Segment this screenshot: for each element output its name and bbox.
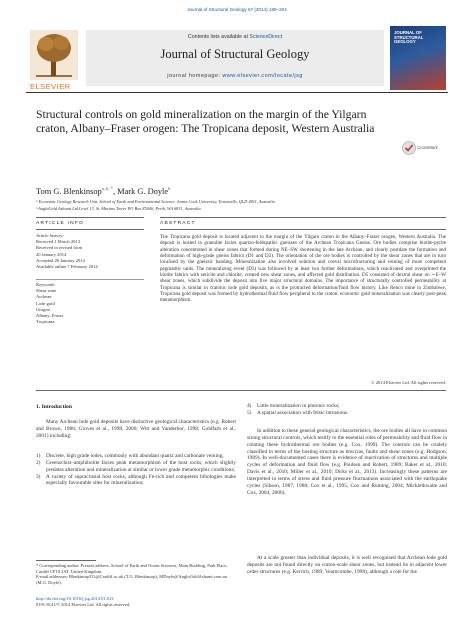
- list-number: 1): [36, 453, 41, 459]
- keyword: Archean: [36, 294, 52, 300]
- article-history: [36, 233, 144, 270]
- affiliation: ᵇ AngloGold Ashanti Ltd Level 13, St. Martins Tower PO Box Z5046, Perth, WA 6831, Australia: [36, 206, 201, 211]
- keywords-title: Keywords:: [36, 282, 56, 287]
- elsevier-tree-logo: [30, 30, 78, 80]
- divider: [160, 217, 446, 218]
- keyword: Orogen: [36, 306, 50, 312]
- author-affiliation-marker[interactable]: a, b, *: [101, 186, 113, 191]
- history-line: Available online 7 February 2014: [36, 264, 98, 270]
- divider: [160, 229, 446, 230]
- sciencedirect-link[interactable]: ScienceDirect: [249, 34, 283, 40]
- list-text: Greenschist–amphibolite facies peak metamorphism of the host rocks, which slightly predates alteration and mineralization at similar or lower grade metamorphic conditions;: [46, 459, 236, 473]
- footnote-divider: [36, 560, 96, 561]
- keyword: Shear zone: [36, 288, 57, 294]
- list-item: [247, 410, 447, 417]
- divider: [36, 217, 144, 218]
- contents-prefix: Contents lists available at: [187, 34, 250, 40]
- author-separator: ,: [112, 186, 118, 196]
- contents-line: [86, 34, 384, 40]
- divider: [36, 229, 144, 230]
- list-item: [36, 460, 236, 474]
- list-number: 5): [247, 409, 252, 416]
- publisher-name: ELSEVIER: [30, 82, 71, 91]
- article-info-heading: ARTICLE INFO: [36, 221, 85, 226]
- keyword: Lode gold: [36, 300, 55, 306]
- crossmark-label: CrossMark: [417, 145, 438, 150]
- abstract-heading: ABSTRACT: [160, 221, 196, 226]
- history-line: Received 1 March 2013: [36, 239, 81, 245]
- list-text: A variety of supracrustal host rocks, although Fe-rich and competent lithologies make especially favourable sites for mineralization;: [46, 473, 236, 487]
- author-list: [36, 186, 436, 196]
- journal-title: Journal of Structural Geology: [160, 47, 310, 61]
- divider: [36, 390, 446, 391]
- author-affiliation-marker[interactable]: b: [168, 186, 171, 191]
- author-name: Tom G. Blenkinsop: [36, 186, 102, 196]
- doi-block: [36, 596, 236, 608]
- keywords: [36, 282, 144, 325]
- issn-line: 0191-8141/© 2014 Elsevier Ltd. All rights reserved.: [36, 601, 131, 607]
- cover-title: JOURNAL OF STRUCTURAL GEOLOGY: [394, 30, 424, 45]
- list-text: Discrete, high grade lodes, commonly with abundant quartz and carbonate veining;: [46, 453, 224, 459]
- list-item: [247, 403, 447, 410]
- affiliation: ᵃ Economic Geology Research Unit, School of Earth and Environmental Science, James Cook University, Townsville, QLD 4811, Australia: [36, 199, 275, 204]
- keyword: Albany–Fraser: [36, 313, 64, 319]
- history-line: 20 January 2014: [36, 251, 67, 257]
- list-number: 3): [36, 473, 41, 480]
- list-number: 2): [36, 459, 41, 466]
- body-paragraph: In addition to these general geological characteristics, the ore bodies all have in common strong structural controls, which testify to the essential roles of permeability and fluid flow in creating these hydrothermal ore bodies (e.g. Cox, 1999). The controls can be crudely classified in terms of the hosting structure as breccias, faults and shear zones (e.g. Hodgson, 1989). In well-documented cases there is evidence of reactivation of structures and multiple cycles of deformation and fluid flow (e.g. Poulsen and Robert, 1989; Baker et al., 2010; Davis et al., 2010; Miller et al., 2010; Dirks et al., 2013). Increasingly these patterns are interpreted in terms of stress and fluid pressure fluctuations associated with the earthquake cycles (Sibson, 1987, 1988; Cox et al., 1995; Cox and Ruming, 2004; Micklethwaite and Cox, 2004, 2006).: [247, 428, 447, 496]
- list-text: Little mineralization in plutonic rocks;: [257, 403, 340, 409]
- body-paragraph: At a scale greater than individual deposits, it is well recognised that Archean lode gold deposits are not found directly on craton-scale shear zones, but instead lie in adjacent lower order structures (e.g. Kerrich, 1989; Vearncombe, 1998), although a role for the: [247, 555, 447, 575]
- homepage-prefix: journal homepage:: [167, 73, 223, 79]
- abstract-copyright: © 2014 Elsevier Ltd. All rights reserved.: [371, 380, 446, 385]
- article-title: Structural controls on gold mineralization on the margin of the Yilgarn craton, Albany–Fraser orogen: The Tropicana deposit, Western Australia: [36, 108, 375, 135]
- list-text: A spatial association with felsic intrusions.: [257, 409, 349, 416]
- keyword: Tropicana: [36, 319, 55, 325]
- author-name: Mark G. Doyle: [117, 186, 169, 196]
- list-item: [36, 474, 236, 488]
- abstract-text: The Tropicana gold deposit is located adjacent to the margin of the Yilgarn craton in the Albany–Fraser orogen, Western Australia. The deposit is hosted in granulite facies quartzo-feldspathic gneisses of the Archean Tropicana Gneiss. Ore bodies comprise biotite-pyrite alteration concentrated in shear zones that formed during NE–SW shortening in the late Archean, and clearly postdate the formation and deformation of high-grade gneiss fabrics (D1 and D2). The orientation of the ore bodies is controlled by the shear zones that are in turn localised by the gneissic banding. Mineralization also involved solution and coeval microfracturing and veining of more competent pegmatitic units. The mineralizing event (D3) was followed by at least two further deformations, which reactivated and overprinted the biotite fabrics with sericite and chlorite, created new shear zones, and affected gold distribution. D5 consisted of dextral shear on ∼E–W shear zones, which subdivide the deposit into five major structural domains. The importance of structurally controlled permeability at Tropicana is similar in cratonic lode gold deposits, as is the protracted deformation/fluid flow history. Like Renco mine in Zimbabwe, Tropicana gold deposit was formed by hydrothermal fluid flow peripheral to the craton: economic gold mineralization was clearly post-peak metamorphism.: [160, 234, 446, 304]
- list-number: 4): [247, 403, 252, 409]
- doi-link[interactable]: http://dx.doi.org/10.1016/j.jsg.2014.01.013: [36, 596, 114, 601]
- history-line: Accepted 26 January 2014: [36, 257, 85, 263]
- characteristics-list-continued: [247, 403, 447, 417]
- section-title: 1. Introduction: [36, 404, 72, 410]
- body-paragraph: Many Archean lode gold deposits have distinctive geological characteristics (e.g. Robert and Brown, 1986; Groves et al., 1998, 2000; Witt and Vanderhor, 1998; Goldfarb et al., 2001) including:: [36, 419, 236, 439]
- characteristics-list: [36, 453, 236, 487]
- crossmark-icon: [402, 141, 416, 155]
- journal-reference[interactable]: Journal of Structural Geology 67 (2014) 189–204: [187, 7, 287, 12]
- history-title: Article history:: [36, 233, 64, 238]
- corresponding-author-footnote: * Corresponding author. Present address: School of Earth and Ocean Sciences, Main Building, Park Place, Cardiff CF10 3AT, United Kingdom. E-mail addresses: BlenkinsopTG@Cardiff.ac.uk (T.G. Blenkinsop), MDoyle@AngloGoldAshanti.com.au (M.G. Doyle).: [36, 563, 228, 586]
- crossmark-badge[interactable]: [402, 141, 446, 159]
- header-divider: [26, 92, 448, 93]
- homepage-link[interactable]: www.elsevier.com/locate/jsg: [222, 73, 303, 79]
- history-line: Received in revised form: [36, 245, 83, 251]
- journal-homepage: [86, 73, 384, 79]
- list-item: [36, 453, 236, 460]
